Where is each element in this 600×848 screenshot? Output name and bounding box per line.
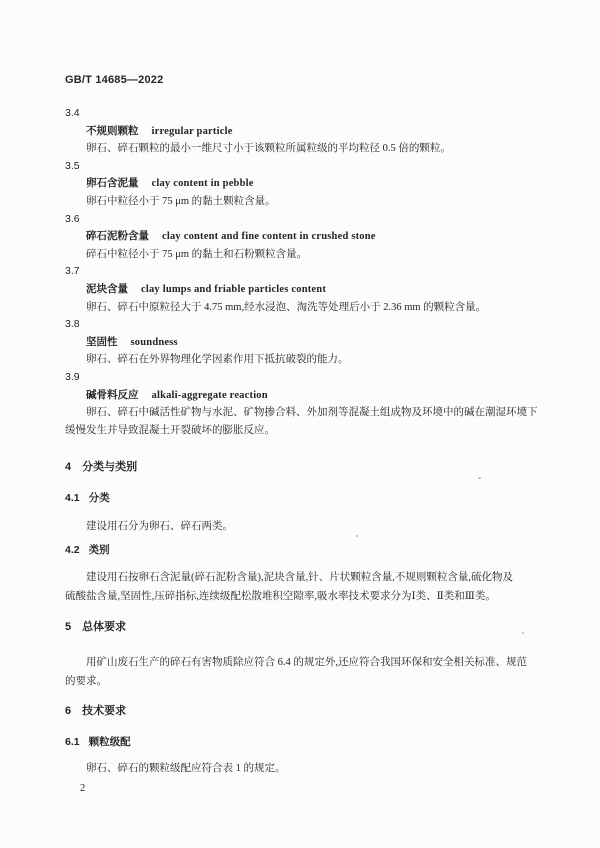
scan-speck [522,632,524,634]
term-block-3-8 [65,316,545,369]
term-definition: 卵石、碎石中原粒径大于 4.75 mm,经水浸泡、淘洗等处理后小于 2.36 mm 的颗粒含量。 [86,301,487,313]
term-definition: 卵石、碎石中碱活性矿物与水泥、矿物掺合料、外加剂等混凝土组成物及环境中的碱在潮湿环境下 [86,407,538,419]
term-number: 3.6 [65,212,80,225]
clause-6-heading [65,703,545,720]
term-title-line [65,123,545,141]
clause-4-1-heading [65,490,545,507]
clause-number: 6 [65,705,72,718]
clauses-section [65,459,545,778]
clause-number: 6.1 [65,736,80,749]
term-name-en: alkali-aggregate reaction [151,389,268,401]
term-number: 3.9 [65,370,80,383]
clause-title: 技术要求 [82,705,127,718]
term-title-line [65,334,545,352]
term-number: 3.7 [65,265,80,278]
clause-title: 总体要求 [82,621,127,634]
term-name-en: clay content and fine content in crushed stone [162,231,376,243]
clause-number: 4 [65,461,72,474]
term-name-zh: 坚固性 [86,335,118,348]
term-name-zh: 泥块含量 [86,282,128,295]
paragraph-line: 卵石、碎石的颗粒级配应符合表 1 的规定。 [86,763,286,775]
term-name-zh: 卵石含泥量 [86,177,139,190]
term-name-en: soundness [130,336,178,348]
term-name-zh: 不规则颗粒 [86,124,139,137]
term-name-zh: 碱骨料反应 [86,388,139,401]
clause-title: 分类 [88,492,110,505]
term-definition: 卵石中粒径小于 75 μm 的黏土颗粒含量。 [86,195,276,207]
clause-5-paragraph [65,653,545,691]
page-content [65,72,545,778]
term-block-3-4 [65,105,545,158]
paragraph-line: 用矿山废石生产的碎石有害物质除应符合 6.4 的规定外,还应符合我国环保和安全相关标准、规范 [86,657,527,669]
clause-title: 类别 [88,544,110,557]
term-block-3-9 [65,369,545,439]
term-name-en: clay content in pebble [151,178,254,190]
terms-section [65,105,545,439]
clause-4-heading [65,459,545,476]
clause-number: 4.1 [65,492,80,505]
term-number: 3.8 [65,318,80,331]
term-name-en: clay lumps and friable particles content [141,283,327,295]
clause-4-2-paragraph [65,568,545,606]
term-definition: 碎石中粒径小于 75 μm 的黏土和石粉颗粒含量。 [86,248,308,260]
scan-speck [356,535,358,537]
term-title-line [65,228,545,246]
term-name-zh: 碎石泥粉含量 [86,230,149,243]
term-definition: 卵石、碎石颗粒的最小一维尺寸小于该颗粒所属粒级的平均粒径 0.5 倍的颗粒。 [86,143,451,155]
term-number: 3.5 [65,159,80,172]
term-definition-continued: 缓慢发生并导致混凝土开裂破坏的膨胀反应。 [65,424,275,436]
clause-4-1-paragraph [65,517,545,536]
clause-number: 4.2 [65,544,80,557]
paragraph-line: 建设用石分为卵石、碎石两类。 [86,521,233,533]
clause-4-2-heading [65,542,545,559]
term-title-line [65,281,545,299]
clause-6-1-paragraph [65,759,545,778]
paragraph-line: 的要求。 [65,676,107,688]
term-definition: 卵石、碎石在外界物理化学因素作用下抵抗破裂的能力。 [86,354,349,366]
paragraph-line: 硫酸盐含量,坚固性,压碎指标,连续级配松散堆积空隙率,吸水率技术要求分为Ⅰ类、Ⅱ类和Ⅲ类。 [65,591,496,603]
term-title-line [65,387,545,405]
term-block-3-6 [65,211,545,264]
paragraph-line: 建设用石按卵石含泥量(碎石泥粉含量),泥块含量,针、片状颗粒含量,不规则颗粒含量,硫化物及 [86,572,513,584]
term-name-en: irregular particle [151,125,233,137]
clause-title: 颗粒级配 [88,736,131,749]
term-number: 3.4 [65,107,80,119]
clause-title: 分类与类别 [82,461,138,474]
doc-code-header: GB/T 14685—2022 [65,74,164,86]
term-block-3-7 [65,263,545,316]
page-number: 2 [80,783,86,794]
term-block-3-5 [65,158,545,211]
term-title-line [65,175,545,193]
scan-speck [478,477,481,479]
clause-5-heading [65,619,545,636]
clause-number: 5 [65,621,72,634]
clause-6-1-heading [65,734,545,751]
